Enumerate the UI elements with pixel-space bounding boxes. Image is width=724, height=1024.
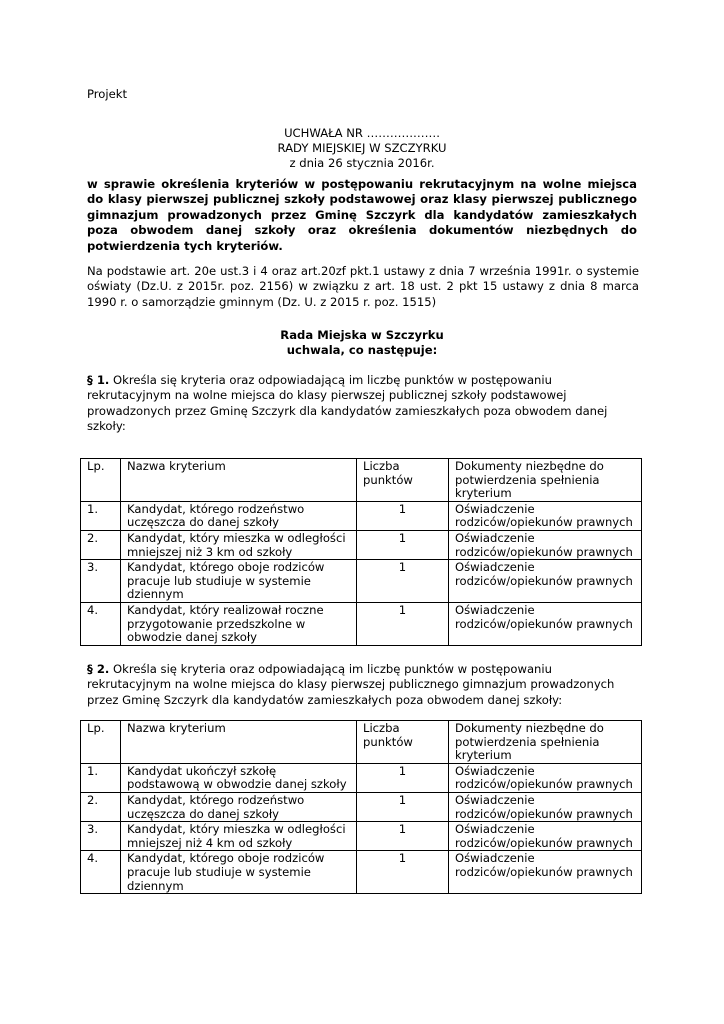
header-docs: Dokumenty niezbędne do potwierdzenia spełnienia kryterium	[449, 721, 642, 764]
table-row	[81, 560, 642, 603]
header-name: Nazwa kryterium	[121, 721, 357, 764]
row-points: 1	[357, 602, 449, 645]
row-documents: Oświadczenie rodziców/opiekunów prawnych	[449, 530, 642, 559]
table-header-row	[81, 721, 642, 764]
row-criterion-name: Kandydat, który mieszka w odległości mniejszej niż 3 km od szkoły	[121, 530, 357, 559]
resolution-subject: w sprawie określenia kryteriów w postępowaniu rekrutacyjnym na wolne miejsca do klasy pierwszej publicznej szkoły podstawowej oraz klasy pierwszej publicznego gimnazjum prowadzonych przez Gminę Szczyrk dla kandydatów zamieszkałych poza obwodem danej szkoły oraz określenia dokumentów niezbędnych do potwierdzenia tych kryteriów.	[87, 177, 637, 253]
table-row	[81, 763, 642, 792]
section-1-mark: § 1.	[87, 373, 110, 387]
row-lp: 1.	[81, 763, 121, 792]
row-lp: 2.	[81, 792, 121, 821]
section-1-paragraph	[87, 373, 639, 435]
row-lp: 1.	[81, 501, 121, 530]
criteria-table-primary	[80, 458, 642, 646]
header-points: Liczba punktów	[357, 459, 449, 502]
row-documents: Oświadczenie rodziców/opiekunów prawnych	[449, 560, 642, 603]
row-documents: Oświadczenie rodziców/opiekunów prawnych	[449, 501, 642, 530]
criteria-table-gimnazjum	[80, 720, 642, 894]
draft-label: Projekt	[87, 87, 128, 101]
row-criterion-name: Kandydat, którego oboje rodziców pracuje lub studiuje w systemie dziennym	[121, 560, 357, 603]
header-lp: Lp.	[81, 721, 121, 764]
section-1-text: Określa się kryteria oraz odpowiadającą im liczbę punktów w postępowaniu rekrutacyjnym na wolne miejsca do klasy pierwszej publicznej szkoły podstawowej prowadzonych przez Gminę Szczyrk dla kandydatów zamieszkałych poza obwodem danej szkoły:	[87, 373, 608, 434]
header-points: Liczba punktów	[357, 721, 449, 764]
row-criterion-name: Kandydat ukończył szkołę podstawową w obwodzie danej szkoły	[121, 763, 357, 792]
row-lp: 3.	[81, 560, 121, 603]
row-criterion-name: Kandydat, którego rodzeństwo uczęszcza do danej szkoły	[121, 501, 357, 530]
resolution-header	[87, 126, 637, 171]
council-name: RADY MIEJSKIEJ W SZCZYRKU	[277, 141, 447, 155]
council-resolves-line1: Rada Miejska w Szczyrku	[280, 328, 444, 342]
row-points: 1	[357, 792, 449, 821]
row-lp: 4.	[81, 602, 121, 645]
row-points: 1	[357, 530, 449, 559]
row-points: 1	[357, 560, 449, 603]
row-points: 1	[357, 851, 449, 894]
resolution-number: UCHWAŁA NR ……………….	[284, 126, 440, 140]
row-documents: Oświadczenie rodziców/opiekunów prawnych	[449, 851, 642, 894]
row-criterion-name: Kandydat, który mieszka w odległości mniejszej niż 4 km od szkoły	[121, 822, 357, 851]
header-lp: Lp.	[81, 459, 121, 502]
row-points: 1	[357, 501, 449, 530]
row-points: 1	[357, 822, 449, 851]
row-criterion-name: Kandydat, którego oboje rodziców pracuje lub studiuje w systemie dziennym	[121, 851, 357, 894]
row-documents: Oświadczenie rodziców/opiekunów prawnych	[449, 602, 642, 645]
header-name: Nazwa kryterium	[121, 459, 357, 502]
row-documents: Oświadczenie rodziców/opiekunów prawnych	[449, 763, 642, 792]
row-lp: 3.	[81, 822, 121, 851]
legal-basis: Na podstawie art. 20e ust.3 i 4 oraz art.20zf pkt.1 ustawy z dnia 7 września 1991r. o systemie oświaty (Dz.U. z 2015r. poz. 2156) w związku z art. 18 ust. 2 pkt 15 ustawy z dnia 8 marca 1990 r. o samorządzie gminnym (Dz. U. z 2015 r. poz. 1515)	[87, 264, 639, 309]
row-points: 1	[357, 763, 449, 792]
table-row	[81, 530, 642, 559]
table-row	[81, 602, 642, 645]
council-resolves-line2: uchwala, co następuje:	[286, 343, 438, 358]
row-documents: Oświadczenie rodziców/opiekunów prawnych	[449, 792, 642, 821]
table-row	[81, 851, 642, 894]
table-header-row	[81, 459, 642, 502]
section-2-text: Określa się kryteria oraz odpowiadającą im liczbę punktów w postępowaniu rekrutacyjnym na wolne miejsca do klasy pierwszej publicznego gimnazjum prowadzonych przez Gminę Szczyrk dla kandydatów zamieszkałych poza obwodem danej szkoły:	[87, 662, 615, 707]
row-criterion-name: Kandydat, którego rodzeństwo uczęszcza do danej szkoły	[121, 792, 357, 821]
council-resolves	[87, 328, 637, 359]
row-criterion-name: Kandydat, który realizował roczne przygotowanie przedszkolne w obwodzie danej szkoły	[121, 602, 357, 645]
resolution-date: z dnia 26 stycznia 2016r.	[289, 156, 435, 170]
table-row	[81, 501, 642, 530]
row-lp: 2.	[81, 530, 121, 559]
row-lp: 4.	[81, 851, 121, 894]
header-docs: Dokumenty niezbędne do potwierdzenia spełnienia kryterium	[449, 459, 642, 502]
table-row	[81, 792, 642, 821]
section-2-paragraph	[87, 662, 639, 708]
table-row	[81, 822, 642, 851]
row-documents: Oświadczenie rodziców/opiekunów prawnych	[449, 822, 642, 851]
section-2-mark: § 2.	[87, 662, 110, 676]
